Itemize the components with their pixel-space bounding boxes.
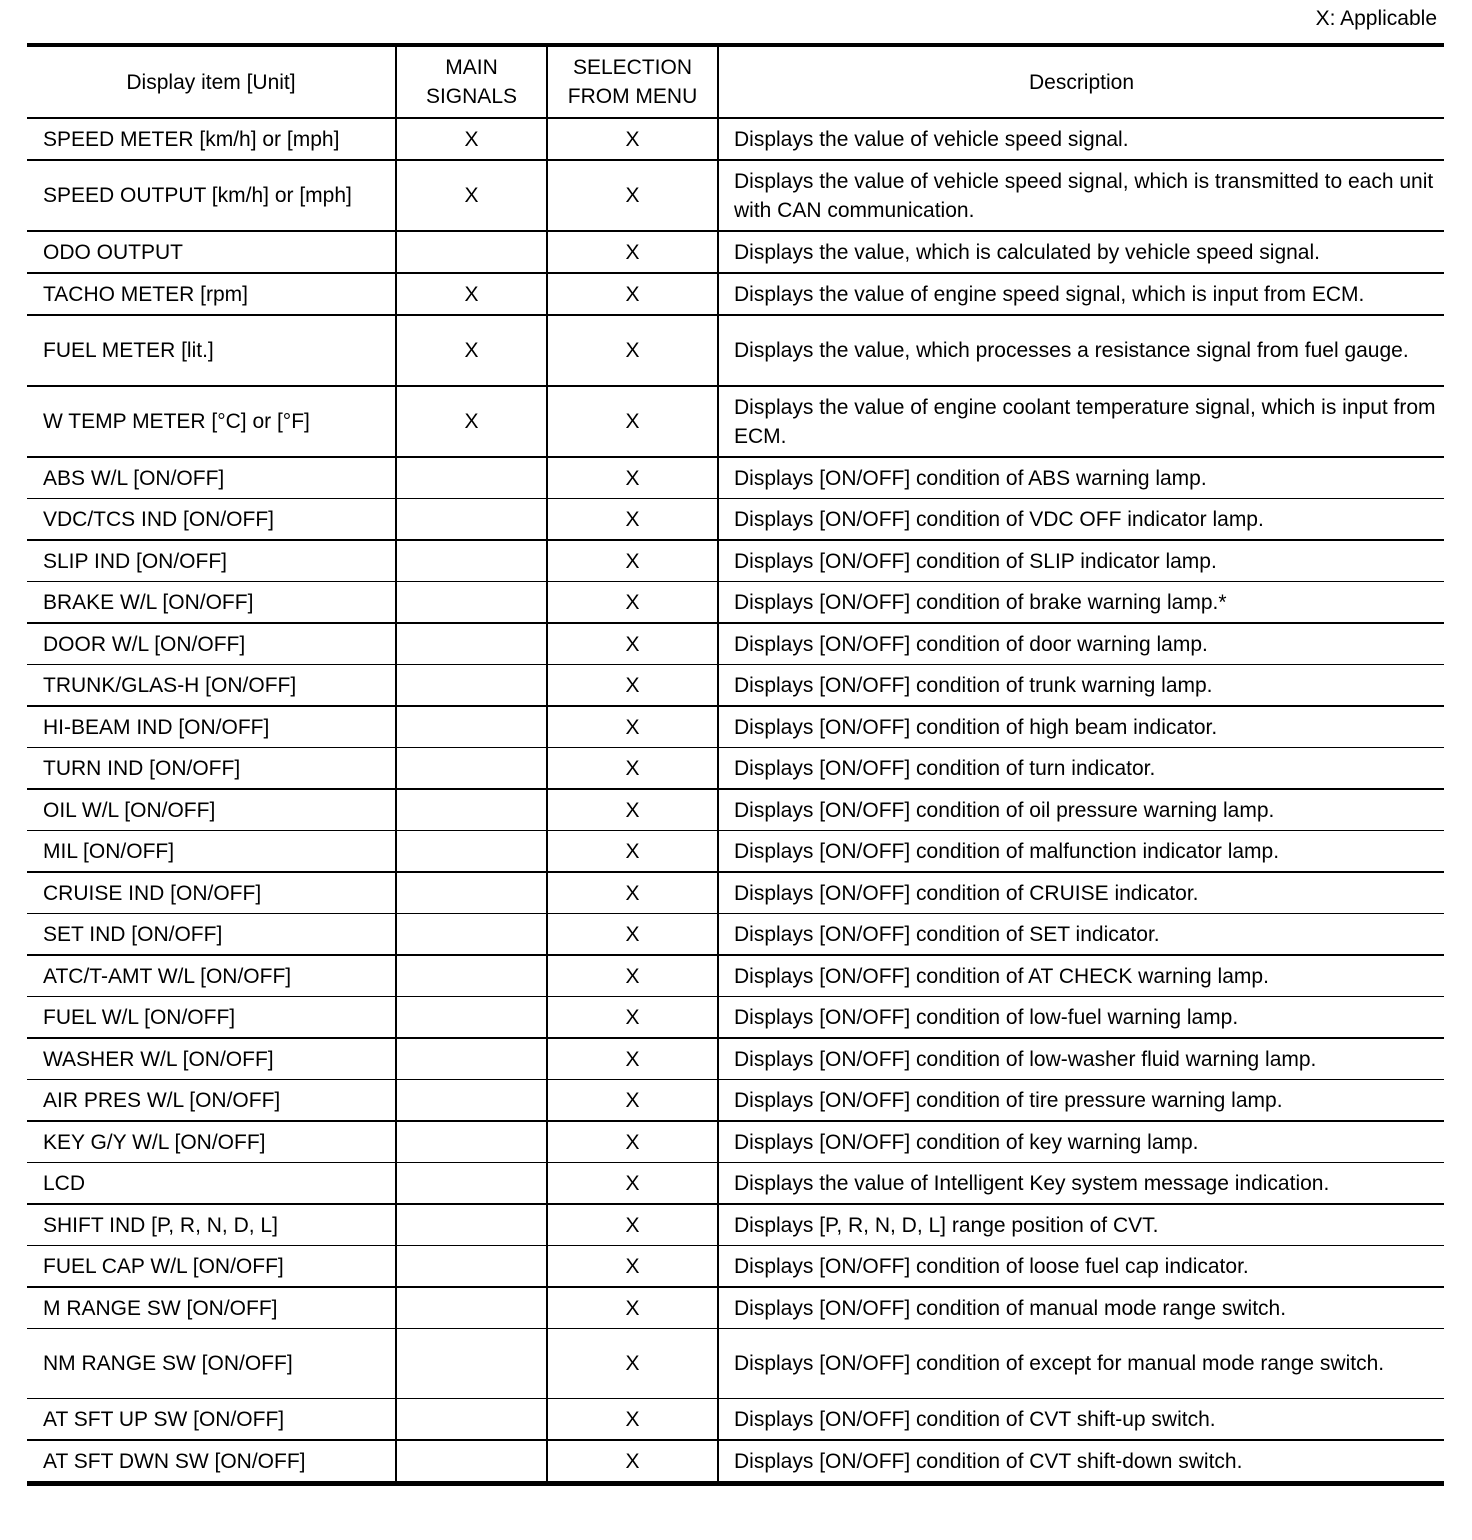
main-signals-cell xyxy=(396,1287,547,1329)
selection-from-menu-cell: X xyxy=(547,160,718,231)
table-row xyxy=(27,1080,1444,1122)
description-cell: Displays [ON/OFF] condition of brake warning lamp.* xyxy=(718,582,1444,624)
description-cell: Displays [ON/OFF] condition of trunk warning lamp. xyxy=(718,665,1444,707)
description-cell: Displays [ON/OFF] condition of CRUISE indicator. xyxy=(718,872,1444,914)
table-row xyxy=(27,1204,1444,1246)
main-signals-cell xyxy=(396,1399,547,1441)
main-signals-cell: X xyxy=(396,315,547,386)
selection-from-menu-cell: X xyxy=(547,386,718,457)
table-row xyxy=(27,1287,1444,1329)
display-item-cell: SET IND [ON/OFF] xyxy=(27,914,396,956)
table-row xyxy=(27,997,1444,1039)
table-row xyxy=(27,665,1444,707)
selection-from-menu-cell: X xyxy=(547,540,718,582)
main-signals-cell xyxy=(396,914,547,956)
display-item-cell: FUEL W/L [ON/OFF] xyxy=(27,997,396,1039)
display-item-cell: BRAKE W/L [ON/OFF] xyxy=(27,582,396,624)
main-signals-cell xyxy=(396,665,547,707)
table-header xyxy=(27,45,1444,118)
main-signals-cell: X xyxy=(396,160,547,231)
description-cell: Displays [ON/OFF] condition of except for manual mode range switch. xyxy=(718,1329,1444,1399)
display-item-cell: OIL W/L [ON/OFF] xyxy=(27,789,396,831)
display-item-cell: SLIP IND [ON/OFF] xyxy=(27,540,396,582)
display-item-cell: SHIFT IND [P, R, N, D, L] xyxy=(27,1204,396,1246)
selection-from-menu-cell: X xyxy=(547,831,718,873)
table-row xyxy=(27,955,1444,997)
display-item-cell: M RANGE SW [ON/OFF] xyxy=(27,1287,396,1329)
table-row xyxy=(27,1121,1444,1163)
table-row xyxy=(27,748,1444,790)
main-signals-cell: X xyxy=(396,118,547,160)
selection-from-menu-cell: X xyxy=(547,1399,718,1441)
table-row xyxy=(27,582,1444,624)
display-item-cell: LCD xyxy=(27,1163,396,1205)
selection-from-menu-cell: X xyxy=(547,997,718,1039)
main-signals-cell xyxy=(396,1080,547,1122)
table-row xyxy=(27,1399,1444,1441)
display-item-cell: TURN IND [ON/OFF] xyxy=(27,748,396,790)
selection-from-menu-cell: X xyxy=(547,231,718,273)
selection-from-menu-cell: X xyxy=(547,273,718,315)
description-cell: Displays the value of engine coolant temperature signal, which is input from ECM. xyxy=(718,386,1444,457)
description-cell: Displays [ON/OFF] condition of SET indicator. xyxy=(718,914,1444,956)
main-signals-cell xyxy=(396,748,547,790)
description-cell: Displays [ON/OFF] condition of door warning lamp. xyxy=(718,623,1444,665)
description-cell: Displays [ON/OFF] condition of key warning lamp. xyxy=(718,1121,1444,1163)
selection-from-menu-cell: X xyxy=(547,457,718,499)
selection-from-menu-cell: X xyxy=(547,582,718,624)
description-cell: Displays the value, which processes a resistance signal from fuel gauge. xyxy=(718,315,1444,386)
description-cell: Displays [ON/OFF] condition of malfunction indicator lamp. xyxy=(718,831,1444,873)
description-cell: Displays [ON/OFF] condition of low-fuel warning lamp. xyxy=(718,997,1444,1039)
main-signals-cell: X xyxy=(396,386,547,457)
display-item-cell: NM RANGE SW [ON/OFF] xyxy=(27,1329,396,1399)
main-signals-cell xyxy=(396,1246,547,1288)
selection-from-menu-cell: X xyxy=(547,1246,718,1288)
description-cell: Displays [ON/OFF] condition of turn indicator. xyxy=(718,748,1444,790)
table-row xyxy=(27,118,1444,160)
description-cell: Displays [ON/OFF] condition of ABS warning lamp. xyxy=(718,457,1444,499)
main-signals-cell xyxy=(396,540,547,582)
display-item-cell: HI-BEAM IND [ON/OFF] xyxy=(27,706,396,748)
header-main-signals: MAIN SIGNALS xyxy=(396,45,547,118)
description-cell: Displays [ON/OFF] condition of manual mode range switch. xyxy=(718,1287,1444,1329)
selection-from-menu-cell: X xyxy=(547,1329,718,1399)
main-signals-cell xyxy=(396,1038,547,1080)
display-item-cell: FUEL METER [lit.] xyxy=(27,315,396,386)
display-item-cell: TACHO METER [rpm] xyxy=(27,273,396,315)
table-row xyxy=(27,457,1444,499)
selection-from-menu-cell: X xyxy=(547,315,718,386)
selection-from-menu-cell: X xyxy=(547,1163,718,1205)
table-row xyxy=(27,499,1444,541)
table-row xyxy=(27,914,1444,956)
description-cell: Displays [ON/OFF] condition of VDC OFF indicator lamp. xyxy=(718,499,1444,541)
selection-from-menu-cell: X xyxy=(547,665,718,707)
table-row xyxy=(27,160,1444,231)
main-signals-cell xyxy=(396,457,547,499)
main-signals-cell xyxy=(396,1121,547,1163)
table-row xyxy=(27,623,1444,665)
table-row xyxy=(27,831,1444,873)
description-cell: Displays the value, which is calculated by vehicle speed signal. xyxy=(718,231,1444,273)
description-cell: Displays [ON/OFF] condition of CVT shift-down switch. xyxy=(718,1440,1444,1484)
selection-from-menu-cell: X xyxy=(547,789,718,831)
table-row xyxy=(27,231,1444,273)
description-cell: Displays [ON/OFF] condition of CVT shift-up switch. xyxy=(718,1399,1444,1441)
table-row xyxy=(27,872,1444,914)
table-body xyxy=(27,118,1444,1484)
display-item-cell: ABS W/L [ON/OFF] xyxy=(27,457,396,499)
header-selection-from-menu: SELECTION FROM MENU xyxy=(547,45,718,118)
display-item-cell: CRUISE IND [ON/OFF] xyxy=(27,872,396,914)
description-cell: Displays [ON/OFF] condition of low-washer fluid warning lamp. xyxy=(718,1038,1444,1080)
selection-from-menu-cell: X xyxy=(547,872,718,914)
table-row xyxy=(27,1163,1444,1205)
selection-from-menu-cell: X xyxy=(547,1204,718,1246)
display-item-cell: KEY G/Y W/L [ON/OFF] xyxy=(27,1121,396,1163)
header-display-item: Display item [Unit] xyxy=(27,45,396,118)
display-items-table xyxy=(27,43,1444,1486)
display-item-cell: W TEMP METER [°C] or [°F] xyxy=(27,386,396,457)
display-item-cell: TRUNK/GLAS-H [ON/OFF] xyxy=(27,665,396,707)
description-cell: Displays [ON/OFF] condition of oil pressure warning lamp. xyxy=(718,789,1444,831)
table-row xyxy=(27,1440,1444,1484)
description-cell: Displays [P, R, N, D, L] range position of CVT. xyxy=(718,1204,1444,1246)
main-signals-cell xyxy=(396,623,547,665)
main-signals-cell: X xyxy=(396,273,547,315)
display-item-cell: FUEL CAP W/L [ON/OFF] xyxy=(27,1246,396,1288)
table-row xyxy=(27,789,1444,831)
selection-from-menu-cell: X xyxy=(547,914,718,956)
table-row xyxy=(27,540,1444,582)
applicable-legend: X: Applicable xyxy=(1315,7,1437,30)
description-cell: Displays the value of Intelligent Key system message indication. xyxy=(718,1163,1444,1205)
description-cell: Displays the value of engine speed signal, which is input from ECM. xyxy=(718,273,1444,315)
display-item-cell: DOOR W/L [ON/OFF] xyxy=(27,623,396,665)
table-row xyxy=(27,1038,1444,1080)
display-item-cell: MIL [ON/OFF] xyxy=(27,831,396,873)
description-cell: Displays the value of vehicle speed signal, which is transmitted to each unit with CAN communication. xyxy=(718,160,1444,231)
main-signals-cell xyxy=(396,1329,547,1399)
display-item-cell: ODO OUTPUT xyxy=(27,231,396,273)
main-signals-cell xyxy=(396,955,547,997)
main-signals-cell xyxy=(396,831,547,873)
description-cell: Displays the value of vehicle speed signal. xyxy=(718,118,1444,160)
display-item-cell: AIR PRES W/L [ON/OFF] xyxy=(27,1080,396,1122)
selection-from-menu-cell: X xyxy=(547,1121,718,1163)
main-signals-cell xyxy=(396,872,547,914)
table-row xyxy=(27,706,1444,748)
selection-from-menu-cell: X xyxy=(547,748,718,790)
description-cell: Displays [ON/OFF] condition of loose fuel cap indicator. xyxy=(718,1246,1444,1288)
table-row xyxy=(27,386,1444,457)
display-item-cell: VDC/TCS IND [ON/OFF] xyxy=(27,499,396,541)
description-cell: Displays [ON/OFF] condition of SLIP indicator lamp. xyxy=(718,540,1444,582)
main-signals-cell xyxy=(396,1204,547,1246)
main-signals-cell xyxy=(396,499,547,541)
selection-from-menu-cell: X xyxy=(547,1287,718,1329)
selection-from-menu-cell: X xyxy=(547,118,718,160)
selection-from-menu-cell: X xyxy=(547,623,718,665)
table-row xyxy=(27,315,1444,386)
display-item-cell: ATC/T-AMT W/L [ON/OFF] xyxy=(27,955,396,997)
description-cell: Displays [ON/OFF] condition of tire pressure warning lamp. xyxy=(718,1080,1444,1122)
display-item-cell: AT SFT UP SW [ON/OFF] xyxy=(27,1399,396,1441)
main-signals-cell xyxy=(396,789,547,831)
header-description: Description xyxy=(718,45,1444,118)
selection-from-menu-cell: X xyxy=(547,1038,718,1080)
table-row xyxy=(27,273,1444,315)
table-row xyxy=(27,1246,1444,1288)
main-signals-cell xyxy=(396,706,547,748)
selection-from-menu-cell: X xyxy=(547,1080,718,1122)
main-signals-cell xyxy=(396,582,547,624)
selection-from-menu-cell: X xyxy=(547,1440,718,1484)
table-row xyxy=(27,1329,1444,1399)
main-signals-cell xyxy=(396,997,547,1039)
main-signals-cell xyxy=(396,1440,547,1484)
display-item-cell: AT SFT DWN SW [ON/OFF] xyxy=(43,1449,306,1473)
display-item-cell: SPEED OUTPUT [km/h] or [mph] xyxy=(27,160,396,231)
description-cell: Displays [ON/OFF] condition of high beam indicator. xyxy=(718,706,1444,748)
display-item-cell: SPEED METER [km/h] or [mph] xyxy=(27,118,396,160)
selection-from-menu-cell: X xyxy=(547,499,718,541)
main-signals-cell xyxy=(396,231,547,273)
selection-from-menu-cell: X xyxy=(547,955,718,997)
selection-from-menu-cell: X xyxy=(547,706,718,748)
description-cell: Displays [ON/OFF] condition of AT CHECK warning lamp. xyxy=(718,955,1444,997)
main-signals-cell xyxy=(396,1163,547,1205)
display-item-cell: WASHER W/L [ON/OFF] xyxy=(27,1038,396,1080)
